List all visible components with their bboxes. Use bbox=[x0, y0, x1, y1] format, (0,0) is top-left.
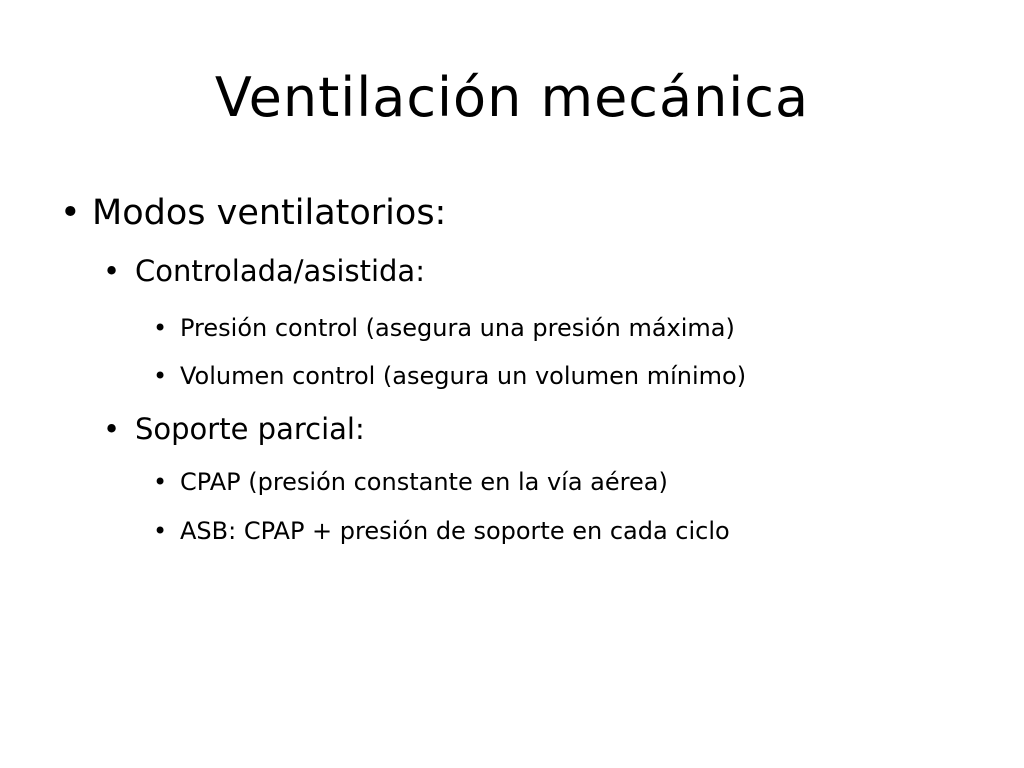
bullet-text: Modos ventilatorios: bbox=[92, 193, 447, 233]
bullet-text: ASB: CPAP + presión de soporte en cada ciclo bbox=[180, 517, 730, 545]
slide-title: Ventilación mecánica bbox=[214, 66, 810, 129]
bullet-dot-icon: • bbox=[153, 468, 168, 496]
bullet-text: CPAP (presión constante en la vía aérea) bbox=[180, 468, 668, 496]
bullet-dot-icon: • bbox=[60, 193, 81, 233]
bullet-dot-icon: • bbox=[153, 362, 168, 390]
bullet-level3-volumen-control bbox=[153, 358, 746, 394]
bullet-level3-cpap bbox=[153, 464, 668, 500]
bullet-text: Controlada/asistida: bbox=[135, 254, 425, 288]
bullet-level3-asb bbox=[153, 513, 730, 549]
bullet-dot-icon: • bbox=[103, 412, 121, 446]
bullet-level2-soporte-parcial bbox=[103, 408, 365, 450]
bullet-text: Volumen control (asegura un volumen mínimo) bbox=[180, 362, 747, 390]
bullet-dot-icon: • bbox=[153, 314, 168, 342]
bullet-dot-icon: • bbox=[153, 517, 168, 545]
bullet-dot-icon: • bbox=[103, 254, 121, 288]
bullet-level3-presion-control bbox=[153, 310, 735, 346]
bullet-text: Presión control (asegura una presión máxima) bbox=[180, 314, 735, 342]
bullet-level2-controlada bbox=[103, 250, 425, 292]
bullet-level1-modos bbox=[60, 188, 446, 238]
bullet-text: Soporte parcial: bbox=[135, 412, 365, 446]
